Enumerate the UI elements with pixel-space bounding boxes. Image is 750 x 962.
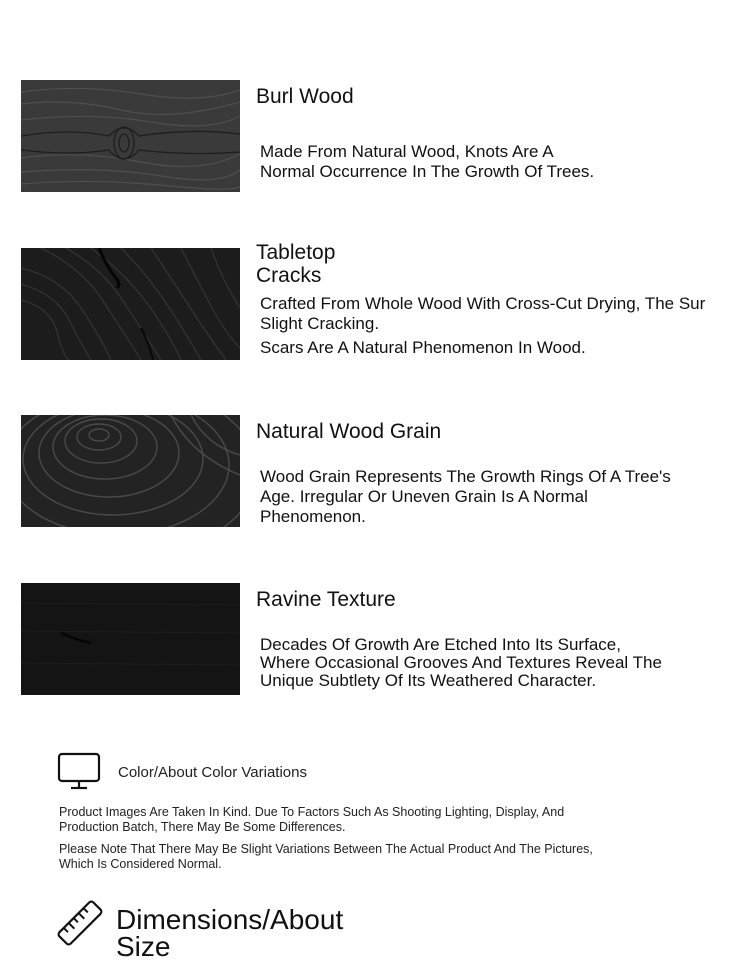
feature-title: Natural Wood Grain (256, 420, 442, 443)
feature-description-line: Slight Cracking. (260, 314, 380, 333)
feature-description-line: Where Occasional Grooves And Textures Reveal The (260, 653, 662, 672)
feature-description (260, 636, 662, 690)
feature-description-line: Normal Occurrence In The Growth Of Trees. (260, 162, 595, 181)
feature-title: Ravine Texture (256, 588, 396, 611)
feature-description (260, 467, 671, 527)
dimensions-title-line: Size (116, 931, 171, 962)
feature-description-line: Wood Grain Represents The Growth Rings Of A Tree's (260, 467, 671, 486)
color-note-title: Color/About Color Variations (118, 764, 307, 781)
feature-natural-wood-grain (21, 415, 750, 527)
monitor-icon (57, 752, 101, 795)
color-note-line: Product Images Are Taken In Kind. Due To Factors Such As Shooting Lighting, Display, And (59, 805, 565, 819)
feature-ravine-texture (21, 583, 750, 695)
feature-description (260, 142, 594, 182)
feature-title-line: Tabletop (256, 241, 336, 264)
feature-description-line: Crafted From Whole Wood With Cross-Cut Drying, The Sur (260, 294, 706, 313)
natural-wood-grain-swatch (21, 415, 240, 527)
tabletop-cracks-swatch (21, 248, 240, 360)
dimensions-title-line: Dimensions/About (116, 904, 344, 935)
color-note-line: Please Note That There May Be Slight Variations Between The Actual Product And The Pictures, (59, 842, 593, 856)
dimensions-title (116, 906, 343, 960)
feature-description-line: Made From Natural Wood, Knots Are A (260, 142, 554, 161)
feature-burl-wood (21, 80, 750, 192)
color-note-paragraph (59, 805, 564, 835)
ravine-texture-swatch (21, 583, 240, 695)
feature-description-line: Age. Irregular Or Uneven Grain Is A Normal (260, 487, 588, 506)
feature-description (260, 294, 706, 357)
color-note-paragraph (59, 842, 593, 872)
feature-description-line: Scars Are A Natural Phenomenon In Wood. (260, 338, 586, 357)
feature-title: Burl Wood (256, 85, 354, 108)
feature-description-line: Unique Subtlety Of Its Weathered Character. (260, 671, 597, 690)
feature-description-line: Phenomenon. (260, 507, 366, 526)
burl-wood-swatch (21, 80, 240, 192)
feature-title (256, 241, 335, 287)
feature-description-line: Decades Of Growth Are Etched Into Its Surface, (260, 635, 621, 654)
feature-title-line: Cracks (256, 264, 322, 287)
color-note-line: Which Is Considered Normal. (59, 857, 222, 871)
color-note-line: Production Batch, There May Be Some Differences. (59, 820, 346, 834)
ruler-icon (57, 900, 103, 951)
feature-tabletop-cracks (21, 241, 750, 360)
